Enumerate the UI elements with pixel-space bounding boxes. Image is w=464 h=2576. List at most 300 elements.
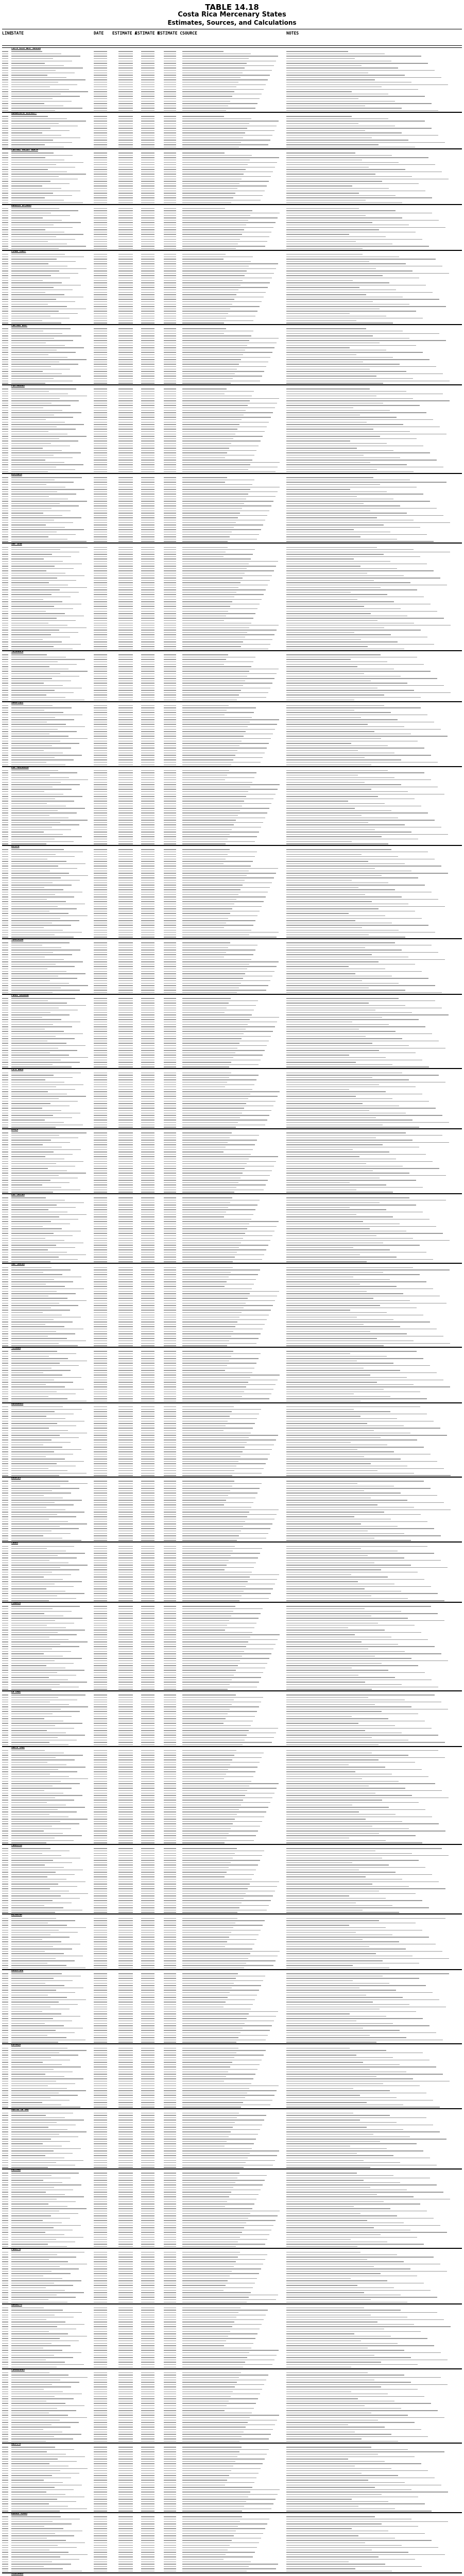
row-text-placeholder: [118, 208, 133, 209]
row-text-placeholder: [118, 77, 133, 78]
row-text-placeholder: [182, 65, 274, 66]
row-text-placeholder: [182, 388, 227, 389]
row-text-placeholder: [94, 328, 107, 329]
row-text-placeholder: [182, 142, 241, 143]
row-text-placeholder: [118, 306, 133, 307]
row-text-placeholder: [141, 340, 154, 341]
row-text-placeholder: [11, 270, 59, 271]
row-text-placeholder: [286, 217, 402, 218]
row-text-placeholder: [286, 419, 433, 420]
row-text-placeholder: [94, 241, 107, 242]
row-text-placeholder: [118, 400, 133, 401]
row-text-placeholder: [94, 294, 107, 295]
row-text-placeholder: [164, 261, 176, 262]
row-text-placeholder: [182, 188, 237, 189]
row-text-placeholder: [2, 301, 8, 302]
row-text-placeholder: [118, 202, 133, 203]
row-text-placeholder: [141, 164, 154, 165]
row-text-placeholder: [2, 452, 8, 453]
row-text-placeholder: [2, 292, 8, 293]
row-text-placeholder: [164, 340, 176, 341]
row-text-placeholder: [2, 215, 8, 216]
row-text-placeholder: [118, 65, 133, 66]
row-text-placeholder: [164, 398, 176, 399]
row-text-placeholder: [2, 263, 8, 264]
row-text-placeholder: [2, 144, 8, 145]
row-text-placeholder: [182, 320, 253, 321]
row-text-placeholder: [286, 333, 439, 334]
row-text-placeholder: [118, 155, 133, 156]
row-text-placeholder: [2, 103, 8, 104]
row-text-placeholder: [11, 301, 75, 302]
row-text-placeholder: [141, 424, 154, 425]
row-text-placeholder: [164, 419, 176, 420]
row-text-placeholder: [11, 333, 62, 334]
row-text-placeholder: [141, 162, 154, 163]
row-text-placeholder: [286, 438, 417, 439]
row-text-placeholder: [141, 152, 154, 153]
row-text-placeholder: [11, 248, 59, 249]
row-text-placeholder: [118, 457, 133, 458]
row-text-placeholder: [164, 354, 176, 355]
row-text-placeholder: [11, 400, 79, 401]
row-text-placeholder: [118, 215, 133, 216]
col-estimate-a: ESTIMATE A: [112, 31, 137, 36]
row-text-placeholder: [118, 378, 133, 379]
row-text-placeholder: [94, 270, 107, 271]
row-text-placeholder: [94, 398, 107, 399]
row-text-placeholder: [286, 84, 448, 85]
row-text-placeholder: [182, 197, 233, 198]
row-text-placeholder: [118, 431, 133, 432]
row-text-placeholder: [286, 220, 439, 221]
row-text-placeholder: [141, 359, 154, 360]
table-number: TABLE 14.18: [0, 3, 464, 11]
row-text-placeholder: [11, 70, 56, 71]
row-text-placeholder: [164, 169, 176, 170]
row-text-placeholder: [2, 443, 8, 444]
row-text-placeholder: [182, 273, 274, 274]
row-text-placeholder: [286, 215, 366, 216]
row-text-placeholder: [141, 185, 154, 186]
row-text-placeholder: [182, 275, 245, 276]
row-text-placeholder: [11, 79, 85, 80]
row-text-placeholder: [164, 464, 176, 465]
row-text-placeholder: [94, 462, 107, 463]
row-text-placeholder: [164, 142, 176, 143]
row-text-placeholder: [182, 91, 234, 92]
row-text-placeholder: [286, 197, 432, 198]
row-text-placeholder: [286, 328, 366, 329]
row-text-placeholder: [141, 452, 154, 453]
row-text-placeholder: [94, 306, 107, 307]
row-text-placeholder: [141, 320, 154, 321]
row-text-placeholder: [286, 270, 413, 271]
row-text-placeholder: [286, 103, 432, 104]
row-text-placeholder: [118, 388, 133, 389]
row-text-placeholder: [164, 306, 176, 307]
row-text-placeholder: [94, 412, 107, 413]
row-text-placeholder: [11, 443, 51, 444]
row-text-placeholder: [11, 183, 70, 184]
row-text-placeholder: [164, 79, 176, 80]
row-text-placeholder: [2, 335, 8, 336]
row-text-placeholder: [182, 366, 266, 367]
section-name: TILARAN: [11, 1347, 93, 1350]
row-text-placeholder: [11, 294, 64, 295]
row-text-placeholder: [118, 84, 133, 85]
row-text-placeholder: [182, 333, 224, 334]
row-text-placeholder: [164, 157, 176, 158]
row-text-placeholder: [2, 65, 8, 66]
row-text-placeholder: [11, 217, 43, 218]
row-text-placeholder: [164, 217, 176, 218]
row-text-placeholder: [2, 391, 8, 392]
row-text-placeholder: [164, 58, 176, 59]
row-text-placeholder: [11, 169, 48, 170]
row-text-placeholder: [94, 357, 107, 358]
row-text-placeholder: [141, 118, 154, 119]
row-text-placeholder: [94, 202, 107, 203]
row-text-placeholder: [164, 366, 176, 367]
row-text-placeholder: [182, 438, 233, 439]
row-text-placeholder: [286, 320, 356, 321]
row-text-placeholder: [141, 248, 154, 249]
row-text-placeholder: [164, 412, 176, 413]
row-text-placeholder: [11, 164, 56, 165]
row-text-placeholder: [141, 144, 154, 145]
row-text-placeholder: [11, 292, 45, 293]
row-text-placeholder: [118, 333, 133, 334]
row-text-placeholder: [94, 248, 107, 249]
row-text-placeholder: [286, 464, 407, 465]
row-text-placeholder: [286, 130, 365, 131]
section-name: TALAMANCA: [11, 651, 93, 653]
section-name: SAN JOSE: [11, 543, 93, 546]
row-text-placeholder: [11, 320, 42, 321]
row-text-placeholder: [182, 155, 252, 156]
row-text-placeholder: [182, 164, 248, 165]
row-text-placeholder: [2, 347, 8, 348]
row-text-placeholder: [2, 464, 8, 465]
row-text-placeholder: [141, 462, 154, 463]
row-text-placeholder: [286, 335, 373, 336]
row-text-placeholder: [164, 215, 176, 216]
row-text-placeholder: [141, 313, 154, 314]
row-text-placeholder: [141, 197, 154, 198]
row-text-placeholder: [2, 239, 8, 240]
row-text-placeholder: [164, 410, 176, 411]
row-text-placeholder: [286, 366, 436, 367]
row-text-placeholder: [182, 51, 224, 52]
row-text-placeholder: [118, 424, 133, 425]
row-text-placeholder: [11, 438, 59, 439]
row-text-placeholder: [2, 270, 8, 271]
row-text-placeholder: [118, 410, 133, 411]
row-text-placeholder: [11, 51, 42, 52]
row-text-placeholder: [94, 220, 107, 221]
row-text-placeholder: [164, 450, 176, 451]
row-text-placeholder: [2, 51, 8, 52]
row-text-placeholder: [94, 359, 107, 360]
row-text-placeholder: [94, 51, 107, 52]
section-name: UPALA: [11, 1129, 93, 1131]
row-text-placeholder: [164, 431, 176, 432]
row-text-placeholder: [118, 169, 133, 170]
row-text-placeholder: [286, 89, 418, 90]
row-text-placeholder: [286, 202, 402, 203]
row-text-placeholder: [182, 424, 239, 425]
row-text-placeholder: [286, 282, 389, 283]
row-text-placeholder: [2, 183, 8, 184]
row-text-placeholder: [94, 292, 107, 293]
row-text-placeholder: [164, 452, 176, 453]
row-text-placeholder: [11, 357, 67, 358]
row-text-placeholder: [286, 123, 358, 124]
row-text-placeholder: [164, 239, 176, 240]
row-text-placeholder: [118, 412, 133, 413]
row-text-placeholder: [94, 217, 107, 218]
row-text-placeholder: [141, 301, 154, 302]
row-text-placeholder: [118, 398, 133, 399]
row-text-placeholder: [182, 359, 241, 360]
row-text-placeholder: [2, 84, 8, 85]
row-text-placeholder: [286, 152, 355, 153]
row-text-placeholder: [182, 217, 278, 218]
row-text-placeholder: [182, 440, 261, 441]
row-text-placeholder: [11, 359, 87, 360]
row-text-placeholder: [94, 77, 107, 78]
row-text-placeholder: [286, 58, 355, 59]
row-text-placeholder: [2, 273, 8, 274]
row-text-placeholder: [141, 378, 154, 379]
row-text-placeholder: [94, 132, 107, 133]
row-text-placeholder: [118, 118, 133, 119]
row-text-placeholder: [164, 254, 176, 255]
row-text-placeholder: [118, 294, 133, 295]
row-text-placeholder: [164, 335, 176, 336]
row-text-placeholder: [141, 412, 154, 413]
row-text-placeholder: [141, 103, 154, 104]
row-text-placeholder: [141, 123, 154, 124]
row-text-placeholder: [164, 84, 176, 85]
row-text-placeholder: [182, 208, 225, 209]
row-text-placeholder: [118, 469, 133, 470]
row-text-placeholder: [118, 313, 133, 314]
section-name: OSA PENINSULA: [11, 767, 93, 769]
row-text-placeholder: [286, 398, 413, 399]
row-text-placeholder: [118, 236, 133, 237]
row-text-placeholder: [2, 457, 8, 458]
row-text-placeholder: [164, 270, 176, 271]
row-text-placeholder: [118, 270, 133, 271]
row-text-placeholder: [11, 366, 51, 367]
row-text-placeholder: [118, 130, 133, 131]
row-text-placeholder: [286, 457, 400, 458]
row-text-placeholder: [94, 208, 107, 209]
row-text-placeholder: [11, 440, 78, 441]
row-text-placeholder: [2, 261, 8, 262]
row-text-placeholder: [182, 144, 268, 145]
row-text-placeholder: [2, 130, 8, 131]
row-text-placeholder: [2, 110, 8, 111]
row-text-placeholder: [141, 70, 154, 71]
row-text-placeholder: [2, 222, 8, 223]
row-text-placeholder: [11, 378, 54, 379]
row-text-placeholder: [11, 132, 42, 133]
row-text-placeholder: [11, 410, 62, 411]
row-text-placeholder: [182, 450, 256, 451]
row-text-placeholder: [94, 347, 107, 348]
row-text-placeholder: [118, 335, 133, 336]
row-text-placeholder: [11, 155, 73, 156]
col-date: DATE: [94, 31, 104, 36]
row-text-placeholder: [182, 282, 270, 283]
row-text-placeholder: [182, 378, 233, 379]
row-text-placeholder: [141, 89, 154, 90]
header-rule-bottom: [2, 45, 462, 46]
row-text-placeholder: [118, 98, 133, 99]
row-text-placeholder: [182, 239, 240, 240]
row-text-placeholder: [118, 142, 133, 143]
section-name: COTO BRUS: [11, 1069, 93, 1071]
row-text-placeholder: [94, 84, 107, 85]
row-text-placeholder: [94, 98, 107, 99]
col-line: LINE: [2, 31, 12, 36]
row-text-placeholder: [2, 275, 8, 276]
row-text-placeholder: [118, 188, 133, 189]
row-text-placeholder: [141, 51, 154, 52]
row-text-placeholder: [11, 98, 53, 99]
row-text-placeholder: [141, 357, 154, 358]
row-text-placeholder: [118, 275, 133, 276]
row-text-placeholder: [11, 354, 48, 355]
row-text-placeholder: [141, 263, 154, 264]
row-text-placeholder: [141, 130, 154, 131]
row-text-placeholder: [286, 306, 446, 307]
row-text-placeholder: [2, 462, 8, 463]
row-text-placeholder: [164, 301, 176, 302]
row-text-placeholder: [2, 208, 8, 209]
row-text-placeholder: [182, 241, 267, 242]
row-text-placeholder: [141, 77, 154, 78]
row-text-placeholder: [11, 91, 88, 92]
row-text-placeholder: [141, 67, 154, 68]
row-text-placeholder: [94, 333, 107, 334]
row-text-placeholder: [11, 142, 72, 143]
section-name: SAN CARLOS: [11, 1263, 93, 1266]
row-text-placeholder: [11, 197, 45, 198]
row-text-placeholder: [2, 410, 8, 411]
row-text-placeholder: [182, 419, 242, 420]
row-text-placeholder: [164, 443, 176, 444]
row-text-placeholder: [11, 77, 66, 78]
row-text-placeholder: [2, 268, 8, 269]
row-text-placeholder: [141, 294, 154, 295]
row-text-placeholder: [182, 132, 245, 133]
row-text-placeholder: [182, 462, 280, 463]
row-text-placeholder: [94, 313, 107, 314]
row-text-placeholder: [286, 227, 445, 228]
row-text-placeholder: [141, 254, 154, 255]
row-text-placeholder: [164, 241, 176, 242]
row-text-placeholder: [286, 412, 426, 413]
row-text-placeholder: [182, 354, 243, 355]
row-text-placeholder: [11, 457, 73, 458]
row-text-placeholder: [286, 347, 350, 348]
row-text-placeholder: [141, 457, 154, 458]
row-text-placeholder: [141, 155, 154, 156]
row-text-placeholder: [141, 261, 154, 262]
row-text-placeholder: [94, 236, 107, 237]
row-text-placeholder: [11, 469, 75, 470]
section-name: NICOYA: [11, 845, 93, 848]
row-text-placeholder: [11, 157, 45, 158]
row-text-placeholder: [118, 462, 133, 463]
row-text-placeholder: [118, 443, 133, 444]
row-text-placeholder: [11, 239, 75, 240]
row-text-placeholder: [118, 248, 133, 249]
row-text-placeholder: [141, 220, 154, 221]
row-text-placeholder: [141, 464, 154, 465]
row-text-placeholder: [182, 412, 273, 413]
row-text-placeholder: [182, 313, 228, 314]
section-name: CARTAGO EAST: [11, 325, 93, 327]
row-text-placeholder: [11, 208, 59, 209]
row-text-placeholder: [2, 195, 8, 196]
row-text-placeholder: [182, 292, 266, 293]
row-text-placeholder: [11, 227, 73, 228]
row-text-placeholder: [11, 188, 61, 189]
row-text-placeholder: [164, 222, 176, 223]
row-text-placeholder: [164, 333, 176, 334]
row-text-placeholder: [11, 452, 81, 453]
section-name: HEREDIA UPLANDS: [11, 205, 93, 207]
row-text-placeholder: [182, 227, 273, 228]
row-text-placeholder: [94, 91, 107, 92]
row-text-placeholder: [141, 195, 154, 196]
section-name: ABANGARES: [11, 1403, 93, 1405]
row-text-placeholder: [182, 202, 231, 203]
row-text-placeholder: [182, 222, 276, 223]
row-text-placeholder: [141, 132, 154, 133]
section-name: TURRIALBA: [11, 939, 93, 941]
row-text-placeholder: [286, 164, 435, 165]
row-text-placeholder: [286, 359, 429, 360]
row-text-placeholder: [118, 450, 133, 451]
row-text-placeholder: [141, 188, 154, 189]
row-text-placeholder: [182, 220, 248, 221]
row-text-placeholder: [286, 340, 446, 341]
row-text-placeholder: [11, 280, 43, 281]
row-text-placeholder: [118, 103, 133, 104]
row-text-placeholder: [286, 132, 402, 133]
row-text-placeholder: [182, 254, 226, 255]
row-text-placeholder: [286, 452, 430, 453]
row-text-placeholder: [141, 157, 154, 158]
row-text-placeholder: [141, 347, 154, 348]
row-text-placeholder: [141, 84, 154, 85]
row-text-placeholder: [2, 77, 8, 78]
row-text-placeholder: [164, 378, 176, 379]
row-text-placeholder: [286, 185, 352, 186]
row-text-placeholder: [11, 110, 55, 111]
row-text-placeholder: [118, 254, 133, 255]
row-text-placeholder: [182, 229, 244, 230]
row-text-placeholder: [286, 301, 373, 302]
row-text-placeholder: [94, 419, 107, 420]
row-text-placeholder: [94, 464, 107, 465]
